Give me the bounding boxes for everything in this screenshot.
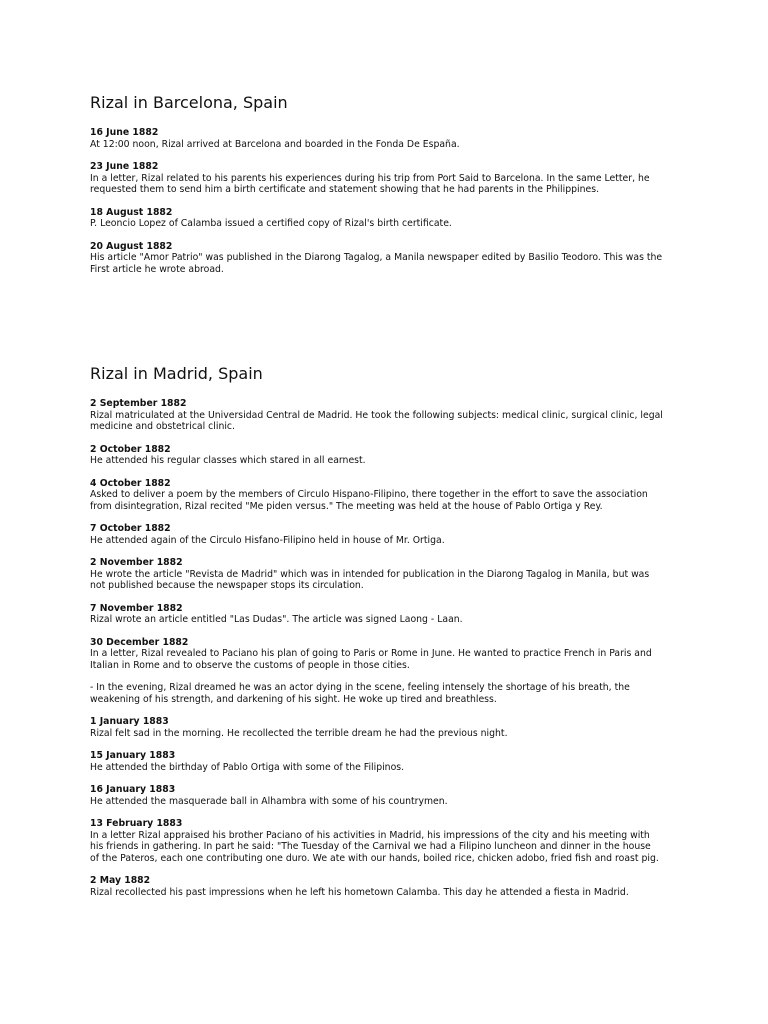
timeline-entry bbox=[90, 603, 690, 626]
entry-date: 7 October 1882 bbox=[90, 523, 171, 534]
entry-text: He wrote the article "Revista de Madrid" which was in intended for publication in the Diarong Tagalog in Manila, but was not published because the newspaper stops its circulation. bbox=[90, 568, 650, 591]
entry-date: 30 December 1882 bbox=[90, 636, 189, 648]
entry-date: 2 September 1882 bbox=[90, 398, 187, 409]
entry-date: 2 October 1882 bbox=[90, 443, 171, 455]
entry-date: 4 October 1882 bbox=[90, 477, 171, 489]
entry-date: 23 June 1882 bbox=[90, 161, 159, 172]
entry-text: He attended again of the Circulo Hisfano-Filipino held in house of Mr. Ortiga. bbox=[90, 534, 445, 546]
entry-text: In a letter Rizal appraised his brother Paciano of his activities in Madrid, his impressions of the city and his meeting with his friends in gathering. In part he said: "The Tuesday of the Carnival we had a Filipino luncheon and dinner in the house of the Pateros, each one contributing one duro. We ate with our hands, boiled rice, chicken adobo, fried fish and roast pig. bbox=[90, 829, 659, 864]
entry-text: He attended the birthday of Pablo Ortiga with some of the Filipinos. bbox=[90, 761, 405, 773]
entry-text: In a letter, Rizal related to his parents his experiences during his trip from Port Said to Barcelona. In the same Letter, he requested them to send him a birth certificate and statement showing that he had parents in the Philippines. bbox=[90, 172, 650, 195]
section-barcelona bbox=[90, 93, 690, 286]
timeline-entry bbox=[90, 784, 690, 807]
timeline-entry bbox=[90, 207, 690, 230]
entry-text: Rizal felt sad in the morning. He recollected the terrible dream he had the previous night. bbox=[90, 727, 508, 739]
section-title: Rizal in Madrid, Spain bbox=[90, 364, 263, 383]
entry-date: 2 May 1882 bbox=[90, 875, 151, 886]
entry-text: Rizal matriculated at the Universidad Central de Madrid. He took the following subjects: medical clinic, surgical clinic, legal medicine and obstetrical clinic. bbox=[90, 409, 663, 432]
timeline-entry bbox=[90, 398, 690, 433]
section-title: Rizal in Barcelona, Spain bbox=[90, 93, 288, 112]
timeline-entry bbox=[90, 875, 690, 898]
timeline-entry bbox=[90, 716, 690, 739]
timeline-entry bbox=[90, 637, 690, 706]
timeline-entry bbox=[90, 557, 690, 592]
entry-date: 18 August 1882 bbox=[90, 206, 173, 218]
timeline-entry bbox=[90, 523, 690, 546]
entry-text: He attended the masquerade ball in Alhambra with some of his countrymen. bbox=[90, 795, 448, 807]
entry-text: His article "Amor Patrio" was published in the Diarong Tagalog, a Manila newspaper edited by Basilio Teodoro. This was the First article he wrote abroad. bbox=[90, 252, 663, 275]
timeline-entry bbox=[90, 241, 690, 276]
entry-date: 1 January 1883 bbox=[90, 716, 169, 727]
timeline-entry bbox=[90, 161, 690, 196]
entry-text: In a letter, Rizal revealed to Paciano his plan of going to Paris or Rome in June. He wanted to practice French in Paris and Italian in Rome and to observe the customs of people in those cities. bbox=[90, 648, 652, 671]
entry-text-continuation: - In the evening, Rizal dreamed he was an actor dying in the scene, feeling intensely the shortage of his breath, the weakening of his strength, and darkening of his sight. He woke up tired and breathless. bbox=[90, 682, 630, 705]
entry-date: 13 February 1883 bbox=[90, 818, 183, 829]
entry-text: Rizal wrote an article entitled "Las Dudas". The article was signed Laong - Laan. bbox=[90, 614, 463, 625]
section-madrid bbox=[90, 364, 690, 909]
timeline-entry bbox=[90, 750, 690, 773]
entry-text: Asked to deliver a poem by the members of Circulo Hispano-Filipino, there together in the effort to save the association from disintegration, Rizal recited "Me piden versus." The meeting was held at the house of Pablo Ortiga y Rey. bbox=[90, 489, 648, 512]
timeline-entry bbox=[90, 478, 690, 513]
entry-text: P. Leoncio Lopez of Calamba issued a certified copy of Rizal's birth certificate. bbox=[90, 218, 452, 229]
entry-date: 2 November 1882 bbox=[90, 557, 183, 568]
timeline-entry bbox=[90, 444, 690, 467]
entry-date: 7 November 1882 bbox=[90, 602, 183, 614]
entry-text: At 12:00 noon, Rizal arrived at Barcelona and boarded in the Fonda De España. bbox=[90, 138, 460, 150]
entry-text: He attended his regular classes which stared in all earnest. bbox=[90, 455, 366, 466]
entry-text: Rizal recollected his past impressions when he left his hometown Calamba. This day he attended a fiesta in Madrid. bbox=[90, 886, 629, 898]
entry-date: 16 June 1882 bbox=[90, 127, 159, 138]
timeline-entry bbox=[90, 818, 690, 864]
entry-date: 15 January 1883 bbox=[90, 750, 176, 761]
entry-date: 16 January 1883 bbox=[90, 784, 176, 795]
entry-date: 20 August 1882 bbox=[90, 240, 173, 252]
timeline-entry bbox=[90, 127, 690, 150]
